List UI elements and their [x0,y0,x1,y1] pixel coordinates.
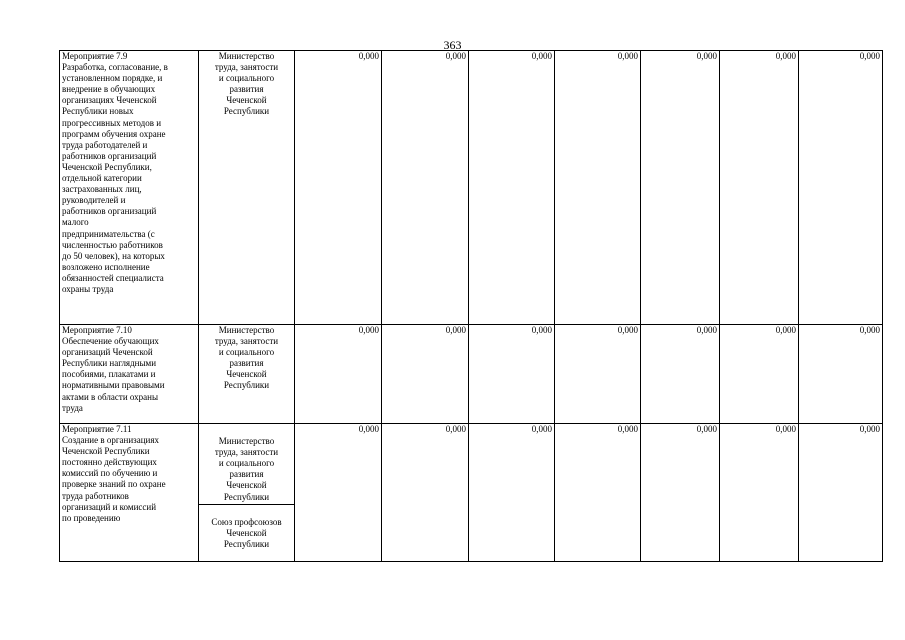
value-cell: 0,000 [295,325,382,424]
executor-trade-union: Союз профсоюзов Чеченской Республики [211,516,282,549]
value-cell: 0,000 [555,51,641,325]
executor-ministry: Министерство труда, занятости и социального развития Чеченской Республики [199,435,294,505]
value-cell: 0,000 [469,325,555,424]
value-cell: 0,000 [469,424,555,562]
value-cell: 0,000 [720,325,799,424]
executor-cell: Министерство труда, занятости и социального развития Чеченской Республики [199,51,295,325]
value-cell: 0,000 [641,325,720,424]
value-cell: 0,000 [720,424,799,562]
table-row-7-9 [60,51,883,325]
value-cell: 0,000 [641,424,720,562]
page-number: 363 [443,38,462,52]
value-cell: 0,000 [469,51,555,325]
event-description: Мероприятие 7.11 Создание в организациях Чеченской Республики постоянно действующих комиссий по обучению и проверке знаний по охране труда работников организаций и комиссий по проведению [60,424,199,562]
value-cell: 0,000 [295,424,382,562]
value-cell: 0,000 [799,325,883,424]
value-cell: 0,000 [382,424,469,562]
value-cell: 0,000 [555,325,641,424]
value-cell: 0,000 [295,51,382,325]
value-cell: 0,000 [641,51,720,325]
value-cell: 0,000 [799,424,883,562]
table-row-7-10 [60,325,883,424]
value-cell: 0,000 [555,424,641,562]
value-cell: 0,000 [799,51,883,325]
executor-cell: Министерство труда, занятости и социального развития Чеченской Республики [199,325,295,424]
event-description: Мероприятие 7.9 Разработка, согласование, в установленном порядке, и внедрение в обучающих организациях Чеченской Республики новых прогрессивных методов и программ обучения охране труда работодателей и работников организаций Чеченской Республики, отдельной категории застрахованных лиц, руководителей и работников организаций малого предпринимательства (с численностью работников до 50 человек), на которых возложено исполнение обязанностей специалиста охраны труда [60,51,199,325]
value-cell: 0,000 [382,51,469,325]
value-cell: 0,000 [720,51,799,325]
event-description: Мероприятие 7.10 Обеспечение обучающих организаций Чеченской Республики наглядными пособиями, плакатами и нормативными правовыми актами в области охраны труда [60,325,199,424]
value-cell: 0,000 [382,325,469,424]
executor-cell [199,424,295,562]
table-row-7-11 [60,424,883,562]
program-events-table [59,50,883,562]
